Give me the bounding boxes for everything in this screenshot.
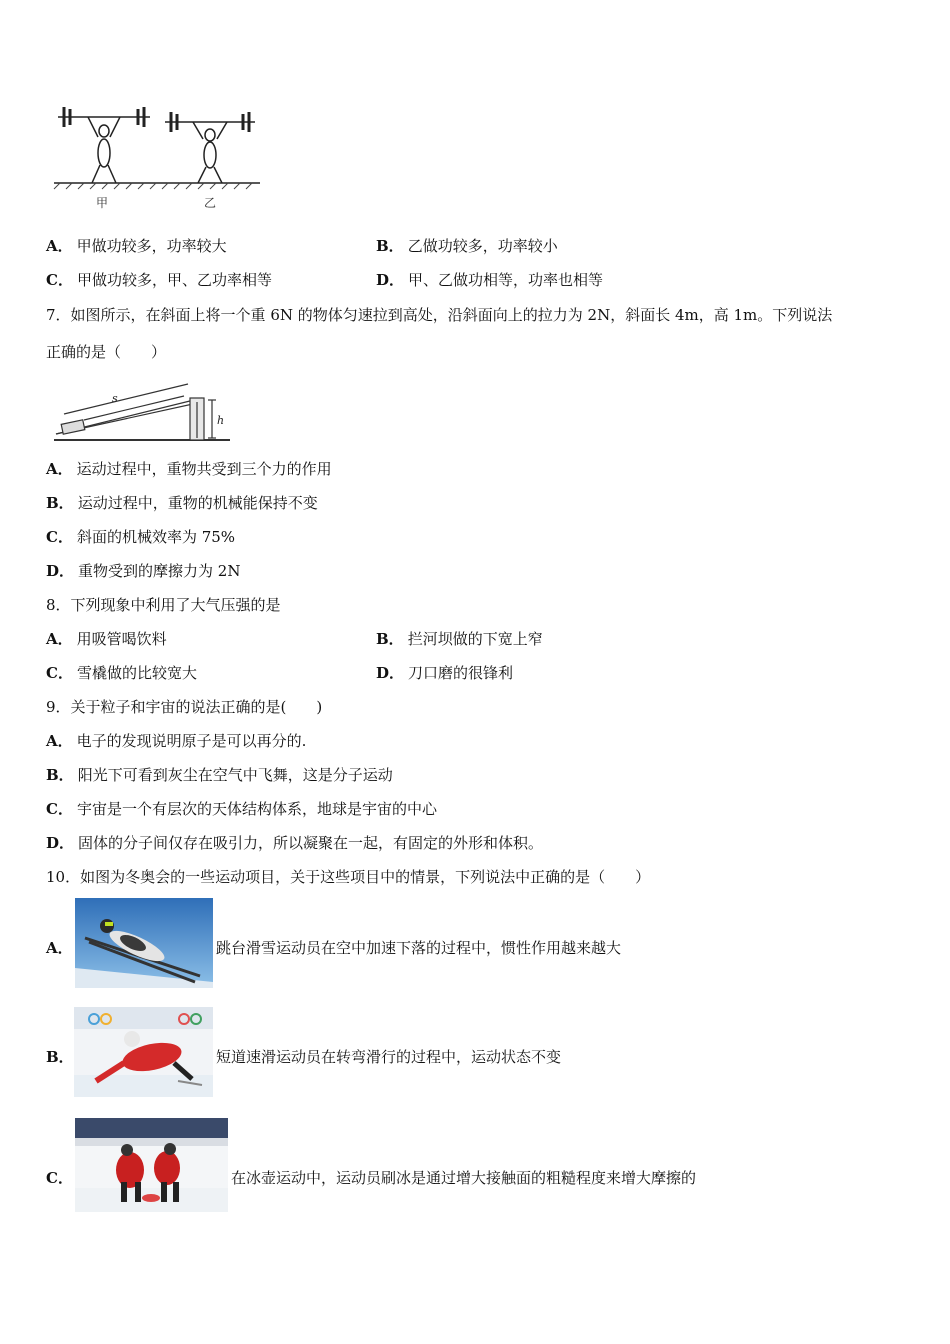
- q10-stem: 10．如图为冬奥会的一些运动项目，关于这些项目中的情景，下列说法中正确的是（ ）: [46, 868, 651, 886]
- option-text: 甲、乙做功相等，功率也相等: [408, 271, 604, 289]
- q9-option-d[interactable]: [46, 833, 543, 853]
- q8-stem: 8．下列现象中利用了大气压强的是: [46, 596, 281, 614]
- option-label: C．: [46, 664, 73, 682]
- incline-figure: [52, 372, 234, 444]
- option-label: B．: [46, 766, 74, 784]
- option-label: D．: [46, 562, 75, 580]
- q10-option-b-text: 短道速滑运动员在转弯滑行的过程中，运动状态不变: [216, 1048, 562, 1066]
- q10-option-a-text: 跳台滑雪运动员在空中加速下落的过程中，惯性作用越来越大: [216, 939, 622, 957]
- option-text: 乙做功较多，功率较小: [407, 237, 558, 255]
- q7-option-b[interactable]: [46, 493, 318, 513]
- q9-option-b[interactable]: [46, 765, 393, 785]
- q8-option-c[interactable]: [46, 663, 197, 683]
- q6-option-a[interactable]: [46, 236, 227, 256]
- q10-option-c-text: 在冰壶运动中，运动员刷冰是通过增大接触面的粗糙程度来增大摩擦的: [231, 1169, 697, 1187]
- option-label: A．: [46, 630, 73, 648]
- q10-option-b-label: B．: [46, 1048, 74, 1066]
- option-label: A．: [46, 732, 73, 750]
- q7-stem-line1: 7．如图所示，在斜面上将一个重 6N 的物体匀速拉到高处，沿斜面向上的拉力为 2N，斜面长 4m，高 1m。下列说法: [46, 306, 833, 324]
- option-label: D．: [376, 271, 405, 289]
- option-label: C．: [46, 528, 73, 546]
- option-text: 电子的发现说明原子是可以再分的.: [76, 732, 307, 750]
- option-text: 宇宙是一个有层次的天体结构体系，地球是宇宙的中心: [76, 800, 437, 818]
- option-text: 斜面的机械效率为 75%: [76, 528, 236, 546]
- option-text: 雪橇做的比较宽大: [76, 664, 197, 682]
- option-text: 阳光下可看到灰尘在空气中飞舞，这是分子运动: [77, 766, 393, 784]
- option-label: D．: [46, 834, 75, 852]
- q7-stem-line2: 正确的是（ ）: [46, 343, 167, 361]
- option-text: 运动过程中，重物的机械能保持不变: [77, 494, 318, 512]
- option-label: C．: [46, 271, 73, 289]
- weightlifters-figure: [50, 95, 265, 215]
- option-text: 甲做功较多，甲、乙功率相等: [76, 271, 272, 289]
- option-text: 甲做功较多，功率较大: [76, 237, 227, 255]
- option-label: D．: [376, 664, 405, 682]
- q7-option-c[interactable]: [46, 527, 235, 547]
- option-label: B．: [376, 630, 404, 648]
- q8-option-d[interactable]: [376, 663, 513, 683]
- option-label: B．: [46, 494, 74, 512]
- q10-option-a-label: A．: [46, 939, 73, 957]
- q9-option-a[interactable]: [46, 731, 306, 751]
- option-text: 拦河坝做的下宽上窄: [407, 630, 543, 648]
- label-yi: 乙: [204, 196, 217, 210]
- label-h: h: [217, 414, 225, 427]
- label-jia: 甲: [96, 196, 109, 210]
- ski-jump-photo[interactable]: [75, 898, 213, 988]
- option-label: C．: [46, 800, 73, 818]
- q9-stem: 9．关于粒子和宇宙的说法正确的是( ): [46, 698, 323, 716]
- speed-skating-photo[interactable]: [74, 1007, 213, 1097]
- q8-option-b[interactable]: [376, 629, 543, 649]
- option-label: A．: [46, 460, 73, 478]
- option-text: 固体的分子间仅存在吸引力，所以凝聚在一起，有固定的外形和体积。: [78, 834, 544, 852]
- q7-option-d[interactable]: [46, 561, 240, 581]
- q6-option-b[interactable]: [376, 236, 558, 256]
- q6-option-c[interactable]: [46, 270, 272, 290]
- option-label: B．: [376, 237, 404, 255]
- label-s: s: [112, 392, 118, 405]
- q10-option-c-label: C．: [46, 1169, 73, 1187]
- q7-option-a[interactable]: [46, 459, 332, 479]
- q6-option-d[interactable]: [376, 270, 603, 290]
- option-text: 用吸管喝饮料: [76, 630, 167, 648]
- q9-option-c[interactable]: [46, 799, 437, 819]
- option-label: A．: [46, 237, 73, 255]
- q8-option-a[interactable]: [46, 629, 167, 649]
- option-text: 重物受到的摩擦力为 2N: [78, 562, 241, 580]
- option-text: 运动过程中，重物共受到三个力的作用: [76, 460, 332, 478]
- curling-photo[interactable]: [75, 1118, 228, 1212]
- option-text: 刀口磨的很锋利: [408, 664, 514, 682]
